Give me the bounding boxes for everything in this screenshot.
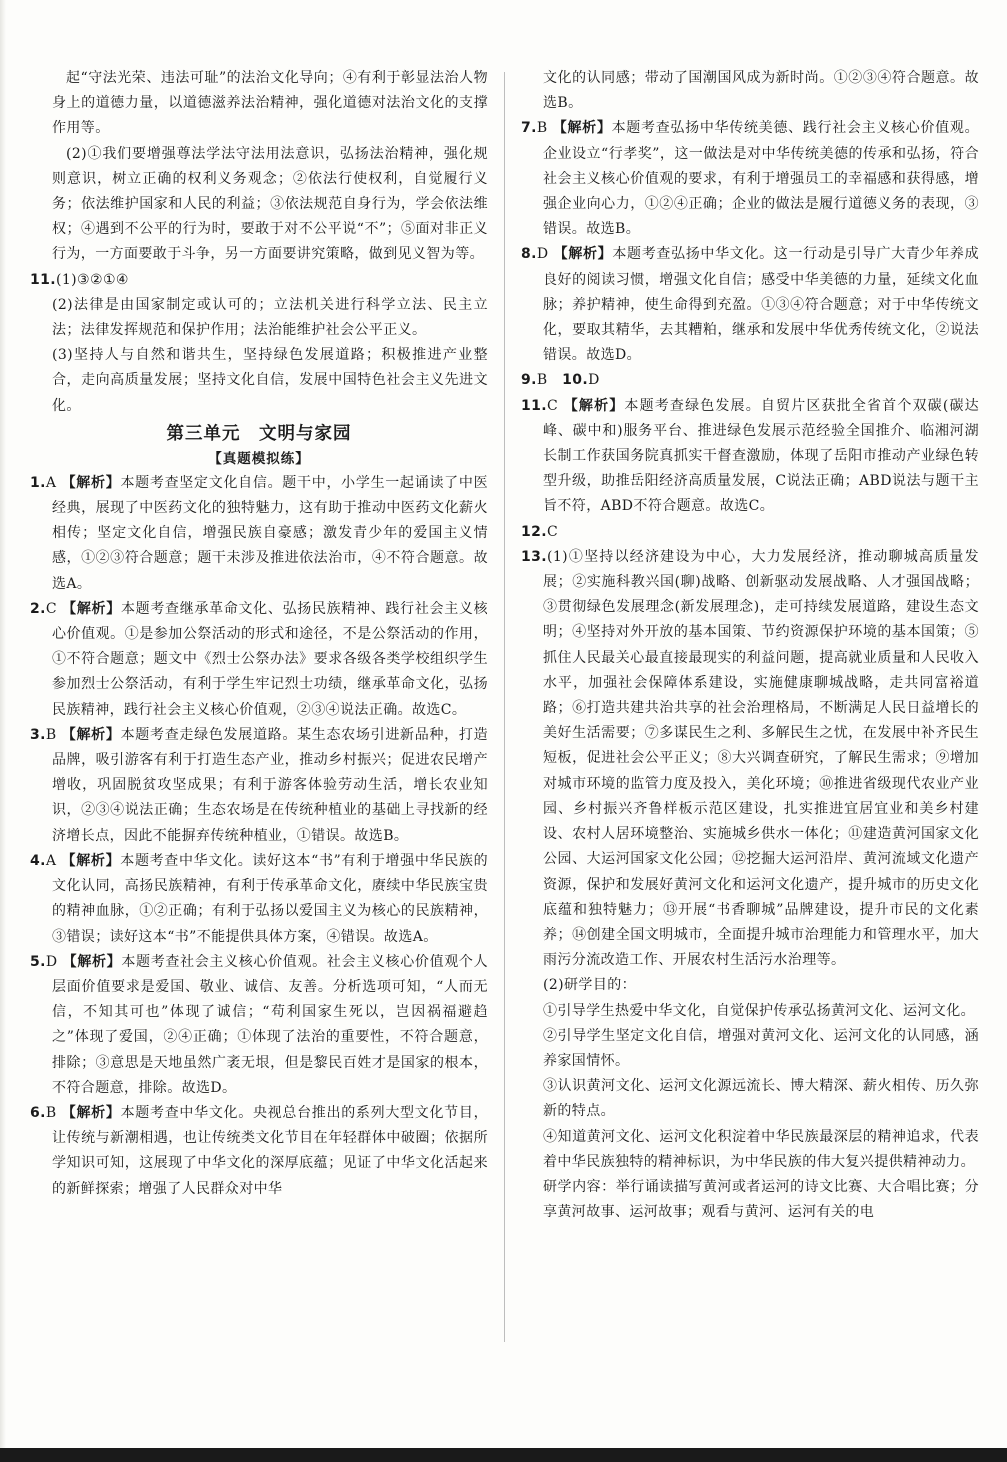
answer-13-item-4: ④知道黄河文化、运河文化积淀着中华民族最深层的精神追求，代表着中华民族独特的精神标识，为中华民族的伟大复兴提供精神动力。: [543, 1128, 979, 1170]
question-number: 3.: [30, 726, 46, 743]
answer-13-item-3: ③认识黄河文化、运河文化源远流长、博大精深、薪火相传、历久弥新的特点。: [543, 1078, 979, 1120]
analysis-text: 本题考查中华文化。读好这本“书”有利于增强中华民族的文化认同，高扬民族精神，有利于传承革命文化，赓续中华民族宝贵的精神血脉，①②正确；有利于弘扬以爱国主义为核心的民族精神，③错误；读好这本“书”不能提供具体方案，④错误。故选A。: [52, 852, 488, 945]
page-bottom-edge: [0, 1448, 1007, 1462]
answer-text: (1)①坚持以经济建设为中心，大力发展经济，推动聊城高质量发展；②实施科教兴国(聊)战略、创新驱动发展战略、人才强国战略；③贯彻绿色发展理念(新发展理念)，走可持续发展道路，建设生态文明；④坚持对外开放的基本国策、节约资源保护环境的基本国策；⑤抓住人民最关心最直接最现实的利益问题，提高就业质量和人民收入水平，加强社会保障体系建设，实施健康聊城战略，走共同富裕道路；⑥打造共建共治共享的社会治理格局，不断满足人民日益增长的美好生活需要；⑦多谋民生之利、多解民生之忧，在发展中补齐民生短板，促进社会公平正义；⑧大兴调查研究，了解民生需求；⑨增加对城市环境的监管力度及投入，美化环境；⑩推进省级现代农业产业园、乡村振兴齐鲁样板示范区建设，扎实推进宜居宜业和美乡村建设、农村人居环境整治、实施城乡供水一体化；⑪建造黄河国家文化公园、大运河国家文化公园；⑫挖掘大运河沿岸、黄河流域文化遗产资源，保护和发展好黄河文化和运河文化遗产，提升城市的历史文化底蕴和独特魅力；⑬开展“书香聊城”品牌建设，提升市民的文化素养；⑭创建全国文明城市，全面提升城市治理能力和管理水平，加大雨污分流改造工作、开展农村生活污水治理等。: [543, 548, 979, 969]
question-number: 7.: [521, 120, 537, 137]
answer-letter: B: [536, 120, 548, 137]
analysis-tag: 【解析】: [61, 726, 121, 743]
question-number: 11.: [521, 397, 548, 414]
analysis-tag: 【解析】: [62, 600, 121, 617]
answer-7: [521, 116, 979, 242]
answer-13-item-1: ①引导学生热爱中华文化，自觉保护传承弘扬黄河文化、运河文化。: [543, 1002, 975, 1019]
answer-13-study-content: 研学内容：举行诵读描写黄河或者运河的诗文比赛、大合唱比赛；分享黄河故事、运河故事；观看与黄河、运河有关的电: [543, 1178, 979, 1221]
analysis-text: 本题考查弘扬中华传统美德、践行社会主义核心价值观。企业设立“行孝奖”，这一做法是对中华传统美德的传承和弘扬，符合社会主义核心价值观的要求，有利于增强员工的幸福感和获得感，增强企业向心力，①②④正确；企业的做法是履行道德义务的表现，③错误。故选B。: [543, 120, 980, 238]
question-number: 13.: [521, 548, 548, 565]
question-number: 10.: [562, 372, 589, 389]
analysis-text: 本题考查中华文化。央视总台推出的系列大型文化节目，让传统与新潮相遇，也让传统类文化节目在年轻群体中破圈；依据所学知识可知，这展现了中华文化的深厚底蕴；见证了中华文化活起来的新鲜探索；增强了人民群众对中华: [52, 1104, 489, 1197]
analysis-tag: 【解析】: [553, 246, 613, 263]
left-column: [30, 66, 488, 1202]
answer-letter: D: [45, 953, 58, 970]
answer-letter: D: [588, 372, 600, 389]
analysis-text: 本题考查社会主义核心价值观。社会主义核心价值观个人层面价值要求是爱国、敬业、诚信、友善。分析选项可知，“人而无信，不知其可也”体现了诚信；“苟利国家生死以，岂因祸福避趋之”体现了爱国，②④正确；①体现了法治的重要性，不符合题意，排除；③意思是天地虽然广袤无垠，但是黎民百姓才是国家的根本，不符合题意，排除。故选D。: [52, 953, 489, 1096]
answer-letter: D: [536, 246, 549, 263]
analysis-tag: 【解析】: [61, 852, 121, 869]
answer-6-continued: 文化的认同感；带动了国潮国风成为新时尚。①②③④符合题意。故选B。: [543, 70, 979, 112]
question-number: 5.: [30, 953, 46, 970]
answer-4: [30, 849, 488, 950]
answer-letter: B: [536, 372, 548, 389]
question-number: 6.: [30, 1104, 46, 1121]
page-edge-shadow: [0, 0, 6, 1462]
question-number: 8.: [521, 246, 537, 263]
question-number: 11.: [30, 271, 57, 288]
answer-1: [30, 471, 488, 597]
answer-letter: C: [547, 523, 559, 540]
question-number: 2.: [30, 600, 46, 617]
analysis-tag: 【解析】: [61, 1104, 121, 1121]
answer-letter: B: [45, 726, 57, 743]
answer-text: (1)③②①④: [56, 271, 129, 288]
analysis-text: 本题考查继承革命文化、弘扬民族精神、践行社会主义核心价值观。①是参加公祭活动的形式和途径，不是公祭活动的作用，①不符合题意；题文中《烈士公祭办法》要求各级各类学校组织学生参加烈士公祭活动，有利于学生牢记烈士功绩，继承革命文化，弘扬民族精神，践行社会主义核心价值观，②③④说法正确。故选C。: [52, 600, 488, 718]
answer-13-item-2: ②引导学生坚定文化自信，增强对黄河文化、运河文化的认同感，涵养家国情怀。: [543, 1027, 979, 1069]
answer-letter: C: [45, 600, 57, 617]
answer-11-part3: (3)坚持人与自然和谐共生，坚持绿色发展道路；积极推进产业整合，走向高质量发展；坚持文化自信，发展中国特色社会主义先进文化。: [52, 347, 488, 414]
answer-8: [521, 242, 979, 368]
analysis-text: 本题考查弘扬中华文化。这一行动是引导广大青少年养成良好的阅读习惯，增强文化自信；感受中华美德的力量，延续文化血脉；养护精神，使生命得到充盈。①③④符合题意；对于中华传统文化，要取其精华，去其糟粕，继承和发展中华优秀传统文化，②说法错误。故选D。: [543, 246, 980, 364]
answer-11-part2: (2)法律是由国家制定或认可的；立法机关进行科学立法、民主立法；法律发挥规范和保护作用；法治能维护社会公平正义。: [52, 296, 488, 339]
analysis-tag: 【解析】: [62, 953, 122, 970]
answer-letter: A: [45, 852, 57, 869]
unit-title: 第三单元 文明与家园: [166, 423, 352, 444]
answer-13-part2-title: (2)研学目的：: [543, 977, 637, 994]
right-column: [521, 66, 979, 1225]
answer-11-right: [521, 394, 979, 520]
analysis-tag: 【解析】: [61, 474, 121, 491]
analysis-tag: 【解析】: [552, 120, 612, 137]
answer-12: [521, 520, 979, 545]
question-number: 1.: [30, 474, 46, 491]
question-number: 9.: [521, 372, 537, 389]
analysis-tag: 【解析】: [563, 397, 625, 414]
answer-11: [30, 268, 488, 293]
question-number: 12.: [521, 523, 548, 540]
column-divider: [504, 72, 505, 1342]
answer-letter: A: [45, 474, 57, 491]
answer-3: [30, 723, 488, 849]
answer-13: [521, 545, 979, 973]
answer-letter: B: [45, 1104, 57, 1121]
answer-letter: C: [547, 397, 559, 414]
answer-5: [30, 950, 488, 1101]
analysis-text: 本题考查绿色发展。自贸片区获批全省首个双碳(碳达峰、碳中和)服务平台、推进绿色发展示范经验全国推介、临湘河湖长制工作获国务院真抓实干督查激励，体现了岳阳市推动产业绿色转型升级，助推岳阳经济高质量发展，C说法正确；ABD说法与题干主旨不符，ABD不符合题意。故选C。: [543, 397, 980, 515]
paragraph-continued: 起“守法光荣、违法可耻”的法治文化导向；④有利于彰显法治人物身上的道德力量，以道德滋养法治精神，强化道德对法治文化的支撑作用等。: [52, 70, 488, 137]
paragraph-answer-2: (2)①我们要增强尊法学法守法用法意识，弘扬法治精神，强化规则意识，树立正确的权利义务观念；②依法行使权利，自觉履行义务；依法维护国家和人民的利益；③依法规范自身行为，学会依法维权；④遇到不公平的行为时，要敢于对不公平说“不”；⑤面对非正义行为，一方面要敢于斗争，另一方面要讲究策略，做到见义智为等。: [52, 145, 488, 263]
question-number: 4.: [30, 852, 46, 869]
answer-9-10: [521, 368, 979, 393]
section-subtitle: 【真题模拟练】: [208, 450, 310, 467]
answer-2: [30, 597, 488, 723]
analysis-text: 本题考查坚定文化自信。题干中，小学生一起诵读了中医经典，展现了中医药文化的独特魅力，这有助于推动中医药文化薪火相传；坚定文化自信，增强民族自豪感；激发青少年的爱国主义情感，①②③符合题意；题干未涉及推进依法治市，④不符合题意。故选A。: [52, 474, 489, 592]
analysis-text: 本题考查走绿色发展道路。某生态农场引进新品种，打造品牌，吸引游客有利于打造生态产业，推动乡村振兴；促进农民增产增收，巩固脱贫攻坚成果；有利于游客体验劳动生活，增长农业知识，②③④说法正确；生态农场是在传统种植业的基础上寻找新的经济增长点，因此不能摒弃传统种植业，①错误。故选B。: [52, 726, 489, 844]
answer-6: [30, 1101, 488, 1202]
